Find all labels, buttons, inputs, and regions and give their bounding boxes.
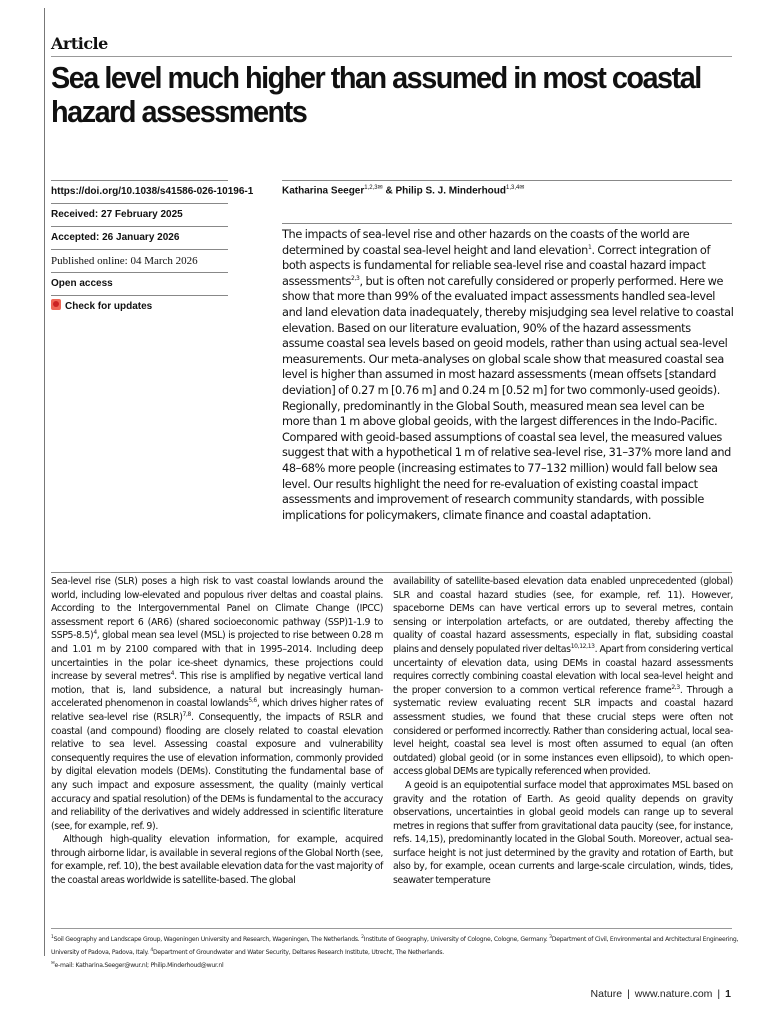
citation-superscript[interactable]: ✉: [51, 961, 55, 967]
citation-superscript[interactable]: 3: [549, 935, 552, 940]
author-separator: &: [385, 185, 393, 197]
body-paragraph: [51, 833, 383, 887]
author-list: [282, 184, 524, 196]
page-number: 1: [725, 988, 731, 1000]
body-paragraph: [393, 779, 733, 888]
abstract: [282, 227, 734, 523]
text-run: A geoid is an equipotential surface model that approximates MSL based on gravity and the rotation of Earth. As geoid quality depends on gravity observations, uncertainties in global geoid models can range up to several metres in regions that suffer from gravitational data paucity (see, for instance, refs. 14,15), predominantly located in the Global South. Moreover, actual sea-surface height is not just determined by the gravity and rotation of Earth, but also by, for example, ocean currents and large-scale circulation, winds, tides, seawater temperature: [393, 779, 733, 887]
body-divider: [51, 572, 732, 573]
citation-superscript[interactable]: 1: [51, 935, 54, 940]
open-access-label: Open access: [51, 272, 228, 295]
text-run: The impacts of sea-level rise and other hazards on the coasts of the world are determined by coastal sea-level height and land elevation: [282, 228, 690, 257]
published-date: Published online: 04 March 2026: [51, 249, 228, 272]
citation-superscript[interactable]: 7,8: [182, 710, 192, 718]
email-icon[interactable]: ✉: [377, 185, 383, 191]
author-affiliations: 1,3,4: [506, 185, 520, 191]
accepted-date: Accepted: 26 January 2026: [51, 226, 228, 249]
footer-separator: |: [627, 988, 630, 1000]
text-run: Institute of Geography, University of Cologne, Cologne, Germany.: [363, 936, 550, 944]
text-run: Department of Civil, Environmental and Architectural Engineering, University of Padova, Padova, Italy.: [51, 936, 739, 957]
header-divider: [51, 56, 732, 57]
body-paragraph: [51, 575, 383, 833]
author-name[interactable]: Philip S. J. Minderhoud: [395, 185, 507, 197]
citation-superscript[interactable]: 2: [361, 935, 364, 940]
footer-separator: |: [717, 988, 721, 1000]
text-run: e-mail: Katharina.Seeger@wur.nl; Philip.Minderhoud@wur.nl: [54, 962, 224, 970]
text-run: Department of Groundwater and Water Security, Deltares Research Institute, Utrecht, The Netherlands.: [152, 949, 444, 957]
text-run: Although high-quality elevation information, for example, acquired through airborne lidar, is available in several regions of the Global North (see, for example, ref. 10), the best available elevation data for the vast majority of the coastal areas worldwide is satellite-based. The global: [51, 834, 383, 887]
text-run: . Consequently, the impacts of RSLR and coastal (and compound) flooding are closely related to coastal elevation relative to sea level. Assessing coastal exposure and vulnerability consequently requires the use of elevation information, commonly provided by digital elevation models (DEMs). Constituting the fundamental base of any such impact and exposure assessment, the quality (mainly vertical accuracy and spatial resolution) of the DEMs is fundamental to the accuracy and reliability of the derivatives and widely addressed in scientific literature (see, for example, ref. 9).: [51, 711, 383, 832]
check-for-updates-label: Check for updates: [65, 301, 153, 312]
check-for-updates-button[interactable]: [51, 295, 228, 318]
affiliation-footnotes: [51, 932, 751, 971]
citation-superscript[interactable]: 4: [93, 629, 97, 637]
journal-url[interactable]: www.nature.com: [634, 988, 713, 1000]
text-run: Sea-level rise (SLR) poses a high risk to vast coastal lowlands around the world, including low-elevated and populous river deltas and coastal plains. According to the Intergovernmental Panel on Climate Change (IPCC) assessment report 6 (AR6) (shared socioeconomic pathway (SSP)1-1.9 to SSP5-8.5): [51, 576, 383, 642]
body-column-left: [51, 575, 383, 888]
body-column-right: [393, 575, 733, 888]
article-type-label: Article: [51, 34, 108, 53]
received-date: Received: 27 February 2025: [51, 203, 228, 226]
abstract-divider: [282, 223, 732, 224]
text-run: , but is often not carefully considered or properly performed. Here we show that more than 99% of the evaluated impact assessments handled sea-level and land elevation data inadequately, thereby misjudging sea level relative to coastal elevation. Based on our literature evaluation, 90% of the hazard assessments assume coastal sea levels based on geoid models, rather than using actual sea-level measurements. Our meta-analyses on global scale show that measured coastal sea level is higher than assumed in most hazard assessments (mean offsets [standard deviation] of 0.27 m [0.76 m] and 0.24 m [0.52 m] for two commonly-used geoids). Regionally, predominantly in the Global South, measured mean sea level can be more than 1 m above global geoids, with the largest differences in the Indo-Pacific. Compared with geoid-based assumptions of coastal sea level, the measured values suggest that with a hypothetical 1 m of relative sea-level rise, 31–37% more land and 48–68% more people (increasing estimates to 77–132 million) would fall below sea level. Our results highlight the need for re-evaluation of existing coastal impact assessments and improvement of research community standards, with possible implications for policymakers, climate finance and coastal adaptation.: [282, 274, 734, 522]
author-affiliations: 1,2,3: [364, 185, 378, 191]
citation-superscript[interactable]: 4: [170, 670, 175, 678]
left-margin-rule: [44, 8, 45, 956]
citation-superscript[interactable]: 2,3: [351, 275, 360, 283]
article-title: Sea level much higher than assumed in most coastal hazard assessments: [51, 60, 701, 129]
author-name[interactable]: Katharina Seeger: [282, 185, 365, 197]
text-run: Soil Geography and Landscape Group, Wageningen University and Research, Wageningen, The Netherlands.: [53, 936, 362, 944]
text-run: , global mean sea level (MSL) is projected to rise between 0.28 m and 1.01 m by 2100 compared with that in 1995–2014. Including deep uncertainties in the polar ice-sheet dynamics, these projections could increase by several metres: [51, 630, 383, 683]
page-footer: [591, 988, 731, 1000]
authors-divider: [282, 180, 732, 181]
doi-link[interactable]: https://doi.org/10.1038/s41586-026-10196-1: [51, 180, 228, 203]
citation-superscript[interactable]: 5,6: [248, 697, 257, 705]
citation-superscript[interactable]: 10,12,13: [570, 642, 595, 650]
text-run: . Through a systematic review evaluating recent SLR impacts and coastal hazard assessment studies, we found that these crucial steps were often not considered or performed incorrectly. Rather than considering actual, local sea-level height, coastal sea level is most often assumed to equal (an often outdated) global geoid (or in some instances even ellipsoid), to which open-access global DEMs are typically referenced when provided.: [393, 684, 733, 778]
citation-superscript[interactable]: 2,3: [671, 683, 680, 691]
text-run: . Apart from considering vertical uncertainty of elevation data, using DEMs in coastal hazard assessments requires correctly combining coastal elevation with local sea-level height and the proper conversion to a common vertical reference frame: [393, 643, 733, 696]
journal-name: Nature: [590, 988, 623, 1000]
article-metadata: [51, 180, 254, 318]
crossmark-icon: [51, 299, 61, 310]
body-paragraph: [393, 575, 733, 779]
text-run: . This rise is amplified by negative vertical land motion, that is, land subsidence, a natural but increasingly human-accelerated phenomenon in coastal lowlands: [51, 671, 383, 710]
text-run: , which drives higher rates of relative sea-level rise (RSLR): [51, 698, 384, 723]
text-run: . Correct integration of both aspects is fundamental for reliable sea-level rise and coastal hazard impact assessments: [282, 243, 711, 288]
citation-superscript[interactable]: 1: [587, 243, 592, 251]
email-icon[interactable]: ✉: [519, 185, 525, 191]
citation-superscript[interactable]: 4: [150, 948, 153, 954]
footnote-divider: [51, 928, 732, 929]
text-run: availability of satellite-based elevation data enabled unprecedented (global) SLR and coastal hazard studies (see, for example, ref. 11). However, spaceborne DEMs can have vertical errors up to several metres, contain sensing or interpolation artefacts, or are outdated, thereby affecting the quality of coastal hazard assessments, especially in flat, subsiding coastal plains and densely populated river deltas: [393, 576, 733, 655]
